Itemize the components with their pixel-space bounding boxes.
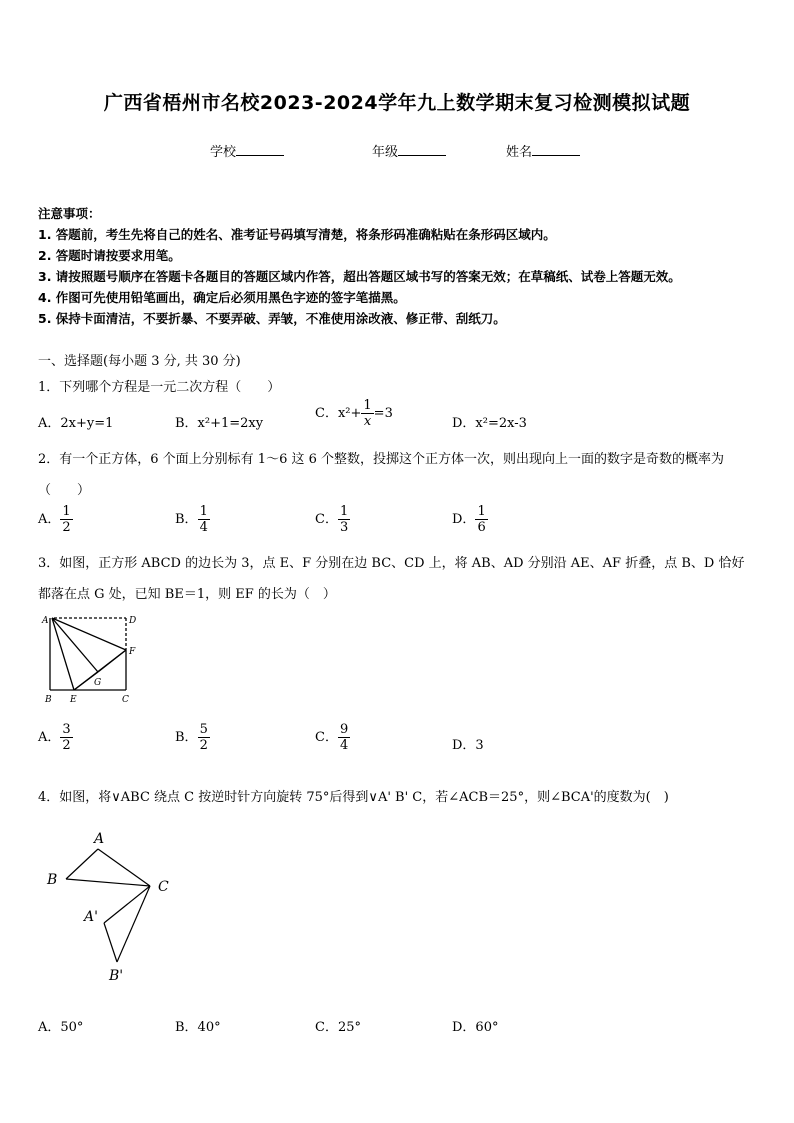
q1-c-den: x xyxy=(363,414,372,429)
q3-option-a[interactable] xyxy=(38,722,73,753)
q4-label-b: B xyxy=(47,872,58,888)
q3-label-b: B xyxy=(45,695,52,705)
q3-line-af xyxy=(52,618,126,650)
q3-c-label: C． xyxy=(315,730,338,745)
grade-blank[interactable] xyxy=(398,142,446,156)
notice-heading: 注意事项： xyxy=(38,206,101,221)
q4-label-a-prime: A' xyxy=(84,909,98,925)
q3-label-d: D xyxy=(129,616,137,626)
q3-label-a: A xyxy=(42,616,49,626)
grade-field[interactable] xyxy=(372,141,446,160)
q1-c-fraction xyxy=(361,398,373,429)
q4-stem: 4．如图，将∨ABC 绕点 C 按逆时针方向旋转 75°后得到∨A' B' C，若∠ACB＝25°，则∠BCA'的度数为( ) xyxy=(38,790,669,805)
q1-stem: 1．下列哪个方程是一元二次方程（ ） xyxy=(38,380,281,395)
q2-stem-line1: 2．有一个正方体，6 个面上分别标有 1～6 这 6 个整数，投掷这个正方体一次，则出现向上一面的数字是奇数的概率为 xyxy=(38,452,725,467)
q1-option-b[interactable]: B．x²+1=2xy xyxy=(175,416,264,431)
q2-b-fraction xyxy=(198,504,210,535)
q4-label-b-prime: B' xyxy=(109,968,124,984)
name-label: 姓名 xyxy=(506,145,533,160)
q2-a-label: A． xyxy=(38,512,61,527)
q2-a-num: 1 xyxy=(62,504,71,519)
section-heading: 一、选择题(每小题 3 分, 共 30 分) xyxy=(38,354,241,369)
q3-square-figure xyxy=(38,610,148,710)
q3-label-e: E xyxy=(70,695,77,705)
q3-b-fraction xyxy=(198,722,210,753)
q4-label-c: C xyxy=(158,879,169,895)
q2-option-d[interactable] xyxy=(452,504,488,535)
q3-stem-line1: 3．如图，正方形 ABCD 的边长为 3，点 E、F 分别在边 BC、CD 上，将 AB、AD 分别沿 AE、AF 折叠，点 B、D 恰好 xyxy=(38,556,745,571)
grade-label: 年级 xyxy=(372,145,399,160)
school-label: 学校 xyxy=(210,145,237,160)
school-blank[interactable] xyxy=(236,142,284,156)
q1-option-a[interactable]: A．2x+y=1 xyxy=(38,416,114,431)
q4-line-cb1 xyxy=(117,886,150,962)
q2-d-label: D． xyxy=(452,512,476,527)
q2-d-fraction xyxy=(475,504,487,535)
q1-c-prefix: C．x²+ xyxy=(315,406,362,421)
q3-line-ae xyxy=(52,618,74,690)
q4-label-a: A xyxy=(94,831,105,847)
q3-c-den: 4 xyxy=(339,738,349,753)
q2-a-den: 2 xyxy=(62,520,71,535)
q2-option-c[interactable] xyxy=(315,504,350,535)
q1-option-c[interactable] xyxy=(315,398,393,429)
q2-stem-line2: （ ） xyxy=(38,483,91,498)
notice-item: 4. 作图可先使用铅笔画出，确定后必须用黑色字迹的签字笔描黑。 xyxy=(38,290,406,305)
q2-b-num: 1 xyxy=(199,504,208,519)
notice-item: 5. 保持卡面清洁，不要折暴、不要弄破、弄皱，不准使用涂改液、修正带、刮纸刀。 xyxy=(38,311,506,326)
q1-option-d[interactable]: D．x²=2x-3 xyxy=(452,416,527,431)
q4-option-d[interactable]: D．60° xyxy=(452,1020,499,1035)
q3-line-ag xyxy=(52,618,98,672)
q2-d-num: 1 xyxy=(477,504,486,519)
q2-c-fraction xyxy=(338,504,350,535)
q4-option-c[interactable]: C．25° xyxy=(315,1020,361,1035)
q3-option-c[interactable] xyxy=(315,722,350,753)
q3-label-c: C xyxy=(122,695,129,705)
q1-c-suffix: =3 xyxy=(373,406,393,421)
q3-option-b[interactable] xyxy=(175,722,210,753)
q4-line-ca1 xyxy=(104,886,150,923)
q2-option-b[interactable] xyxy=(175,504,210,535)
q4-option-a[interactable]: A．50° xyxy=(38,1020,84,1035)
q2-a-fraction xyxy=(60,504,72,535)
q3-a-num: 3 xyxy=(62,722,71,737)
q3-option-d[interactable]: D．3 xyxy=(452,738,484,753)
name-blank[interactable] xyxy=(532,142,580,156)
notice-item: 1. 答题前，考生先将自己的姓名、准考证号码填写清楚，将条形码准确粘贴在条形码区域内。 xyxy=(38,227,556,242)
q3-b-num: 5 xyxy=(199,722,208,737)
q3-a-den: 2 xyxy=(62,738,71,753)
q2-d-den: 6 xyxy=(477,520,486,535)
q2-c-den: 3 xyxy=(339,520,349,535)
notice-item: 3. 请按照题号顺序在答题卡各题目的答题区域内作答，超出答题区域书写的答案无效；在草稿纸、试卷上答题无效。 xyxy=(38,269,681,284)
q2-b-den: 4 xyxy=(199,520,208,535)
q3-label-g: G xyxy=(94,678,102,688)
q1-c-num: 1 xyxy=(363,398,372,413)
q4-line-a1b1 xyxy=(104,923,117,962)
q2-c-label: C． xyxy=(315,512,338,527)
q4-option-b[interactable]: B．40° xyxy=(175,1020,221,1035)
q4-line-ba xyxy=(66,849,98,879)
q2-b-label: B． xyxy=(175,512,198,527)
notice-item: 2. 答题时请按要求用笔。 xyxy=(38,248,181,263)
q4-rotation-figure xyxy=(38,822,188,992)
q3-stem-line2: 都落在点 G 处，已知 BE＝1，则 EF 的长为（ ） xyxy=(38,587,336,602)
school-field[interactable] xyxy=(210,141,284,160)
q3-a-fraction xyxy=(60,722,72,753)
q4-line-bc xyxy=(66,879,150,886)
q3-a-label: A． xyxy=(38,730,61,745)
q4-line-ac xyxy=(98,849,150,886)
q3-label-f: F xyxy=(129,647,136,657)
name-field[interactable] xyxy=(506,141,580,160)
q3-b-den: 2 xyxy=(199,738,208,753)
page-title: 广西省梧州市名校2023-2024学年九上数学期末复习检测模拟试题 xyxy=(103,92,691,114)
q2-c-num: 1 xyxy=(339,504,349,519)
q2-option-a[interactable] xyxy=(38,504,73,535)
q3-c-num: 9 xyxy=(339,722,349,737)
q3-c-fraction xyxy=(338,722,350,753)
q3-b-label: B． xyxy=(175,730,198,745)
